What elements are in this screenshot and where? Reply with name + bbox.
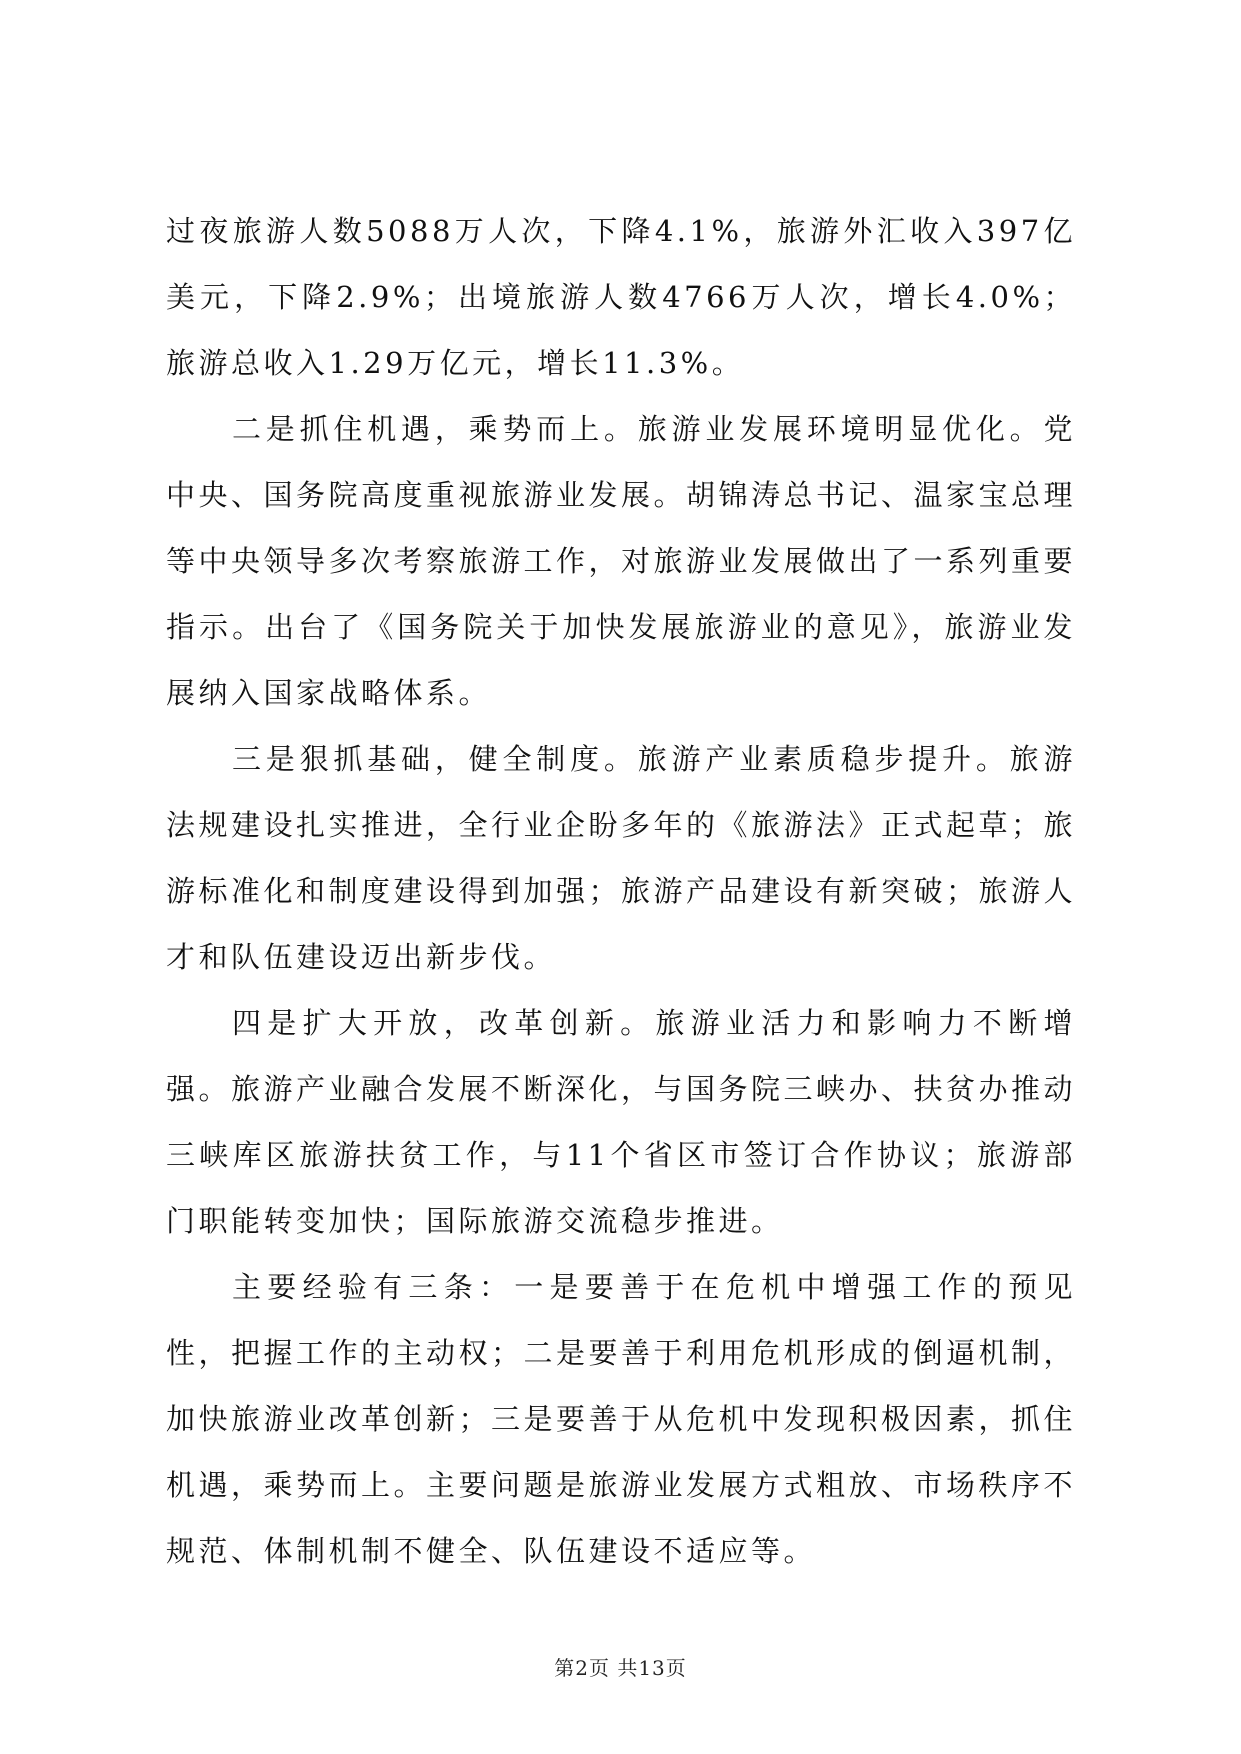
paragraph-opportunity: 二是抓住机遇，乘势而上。旅游业发展环境明显优化。党中央、国务院高度重视旅游业发展。胡锦涛总书记、温家宝总理等中央领导多次考察旅游工作，对旅游业发展做出了一系列重要指示。出台了《国务院关于加快发展旅游业的意见》，旅游业发展纳入国家战略体系。 (166, 412, 1077, 710)
paragraph-statistics: 过夜旅游人数5088万人次，下降4.1%，旅游外汇收入397亿美元，下降2.9%；出境旅游人数4766万人次，增长4.0%；旅游总收入1.29万亿元，增长11.3%。 (166, 214, 1076, 380)
paragraph-foundation: 三是狠抓基础，健全制度。旅游产业素质稳步提升。旅游法规建设扎实推进，全行业企盼多年的《旅游法》正式起草；旅游标准化和制度建设得到加强；旅游产品建设有新突破；旅游人才和队伍建设迈出新步伐。 (166, 742, 1077, 974)
paragraph-experience: 主要经验有三条：一是要善于在危机中增强工作的预见性，把握工作的主动权；二是要善于利用危机形成的倒逼机制，加快旅游业改革创新；三是要善于从危机中发现积极因素，抓住机遇，乘势而上。主要问题是旅游业发展方式粗放、市场秩序不规范、体制机制不健全、队伍建设不适应等。 (166, 1270, 1077, 1568)
document-body (166, 198, 1076, 1584)
page-number-footer: 第2页 共13页 (554, 1656, 687, 1680)
paragraph-reform: 四是扩大开放，改革创新。旅游业活力和影响力不断增强。旅游产业融合发展不断深化，与国务院三峡办、扶贫办推动三峡库区旅游扶贫工作，与11个省区市签订合作协议；旅游部门职能转变加快；国际旅游交流稳步推进。 (166, 1006, 1077, 1238)
